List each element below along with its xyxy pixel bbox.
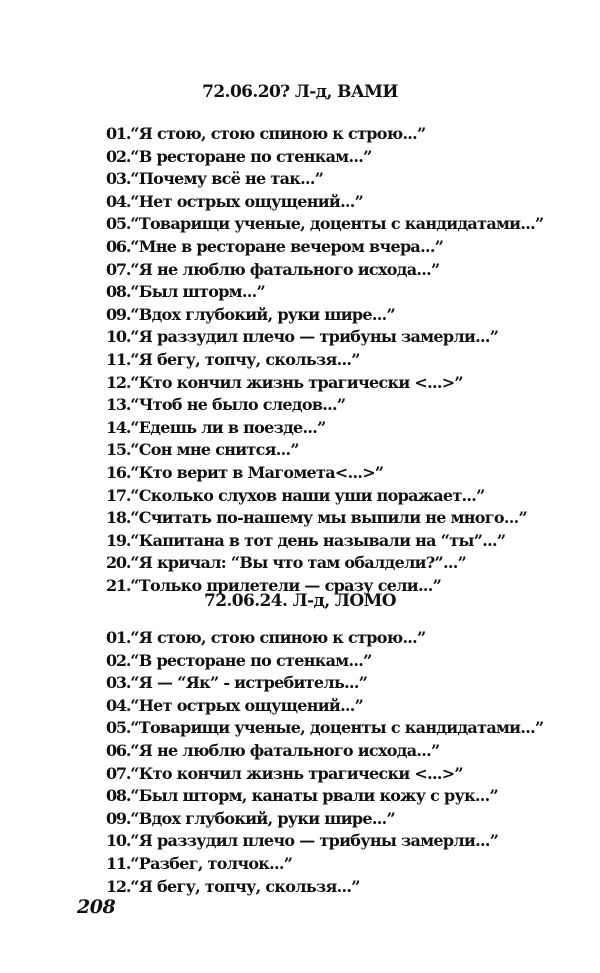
list-item: 04.“Нет острых ощущений...” [106,695,364,715]
list-item: 19.“Капитана в тот день называли на “ты”...” [106,530,506,550]
section-title-vami: 72.06.20? Л-д, ВАМИ [202,82,398,102]
list-item: 11.“Разбег, толчок...” [106,853,293,873]
page-number: 208 [77,896,116,918]
list-item: 03.“Я — “Як” - истребитель...” [106,673,368,693]
list-item: 09.“Вдох глубокий, руки шире...” [106,808,395,828]
list-item: 12.“Я бегу, топчу, скользя...” [106,876,360,896]
list-item: 16.“Кто верит в Магомета<...>” [106,462,384,482]
track-list-vami [106,123,543,597]
list-item: 09.“Вдох глубокий, руки шире...” [106,304,395,324]
track-list-lomo [106,627,543,898]
list-item: 18.“Считать по-нашему мы выпили не много...” [106,508,527,528]
list-item: 07.“Кто кончил жизнь трагически <...>” [106,763,463,783]
list-item: 21.“Только прилетели — сразу сели...” [106,575,442,595]
list-item: 07.“Я не люблю фатального исхода...” [106,259,440,279]
list-item: 01.“Я стою, стою спиною к строю...” [106,628,426,647]
section-title-lomo: 72.06.24. Л-д, ЛОМО [204,591,396,611]
list-item: 06.“Я не люблю фатального исхода...” [106,740,440,760]
list-item: 02.“В ресторане по стенкам...” [106,146,372,166]
list-item: 10.“Я раззудил плечо — трибуны замерли...” [106,831,499,851]
list-item: 04.“Нет острых ощущений...” [106,191,364,211]
list-item: 12.“Кто кончил жизнь трагически <...>” [106,372,463,392]
list-item: 08.“Был шторм, канаты рвали кожу с рук...” [106,786,499,806]
list-item: 11.“Я бегу, топчу, скользя...” [106,349,360,369]
list-item: 20.“Я кричал: “Вы что там обалдели?”...” [106,553,467,573]
list-item: 10.“Я раззудил плечо — трибуны замерли...” [106,327,499,347]
list-item: 01.“Я стою, стою спиною к строю...” [106,124,426,143]
list-item: 06.“Мне в ресторане вечером вчера...” [106,236,444,256]
list-item: 05.“Товарищи ученые, доценты с кандидатами...” [106,718,544,738]
list-item: 15.“Сон мне снится...” [106,440,299,460]
list-item: 02.“В ресторане по стенкам...” [106,650,372,670]
list-item: 03.“Почему всё не так...” [106,169,324,189]
list-item: 05.“Товарищи ученые, доценты с кандидатами...” [106,214,544,234]
list-item: 14.“Едешь ли в поезде...” [106,417,326,437]
list-item: 08.“Был шторм...” [106,282,265,302]
list-item: 17.“Сколько слухов наши уши поражает...” [106,485,485,505]
list-item: 13.“Чтоб не было следов...” [106,395,346,415]
